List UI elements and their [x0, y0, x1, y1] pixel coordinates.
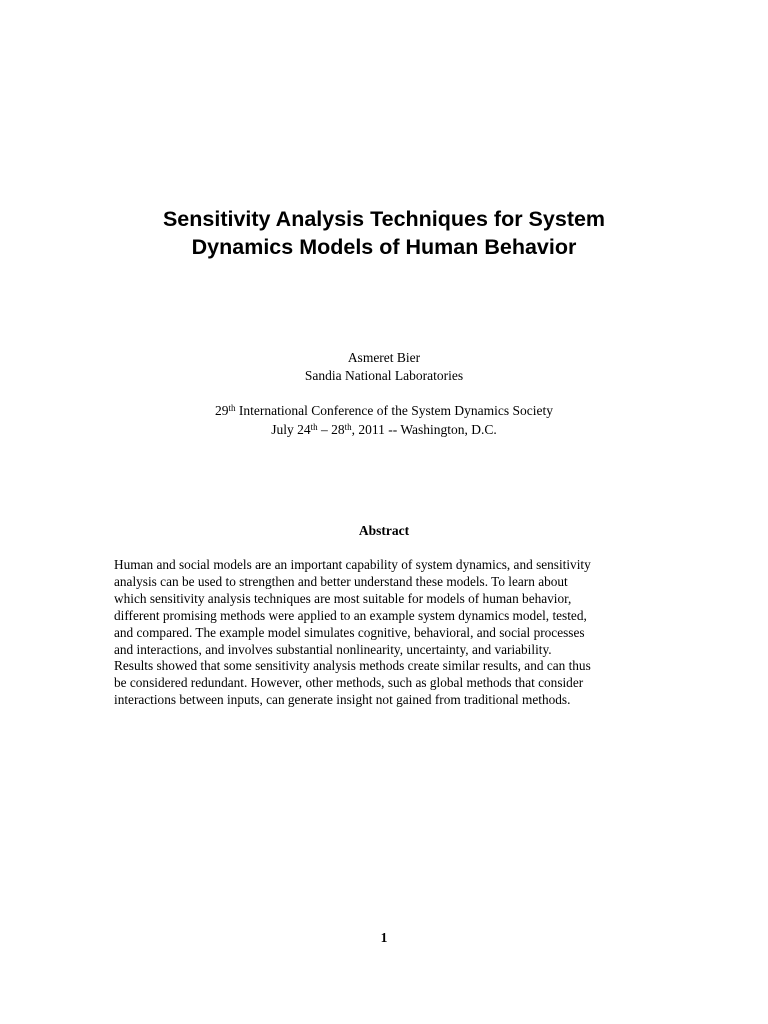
author-block	[84, 349, 684, 385]
abstract-line: Human and social models are an important capability of system dynamics, and sensitivity	[114, 557, 591, 572]
paper-title	[80, 205, 688, 261]
abstract-heading: Abstract	[358, 523, 410, 538]
conference-number-suffix: th	[228, 402, 236, 413]
abstract-line: Results showed that some sensitivity analysis methods create similar results, and can thus	[114, 658, 591, 674]
abstract-line: and compared. The example model simulates cognitive, behavioral, and social processes	[114, 624, 585, 640]
paper-title-line-2: Dynamics Models of Human Behavior	[191, 235, 577, 259]
conference-block	[84, 401, 684, 439]
abstract-line: be considered redundant. However, other methods, such as global methods that consider	[114, 675, 584, 691]
abstract-line: and interactions, and involves substantial nonlinearity, uncertainty, and variability.	[114, 641, 552, 657]
abstract-line: interactions between inputs, can generate insight not gained from traditional methods.	[114, 692, 571, 708]
conference-date-end-suffix: th	[344, 421, 352, 432]
conference-date-rest: , 2011 -- Washington, D.C.	[351, 422, 497, 437]
author-name: Asmeret Bier	[347, 350, 421, 365]
conference-date-start: July 24	[271, 422, 311, 437]
abstract-line: different promising methods were applied to an example system dynamics model, tested,	[114, 607, 587, 623]
conference-date-line	[84, 420, 684, 439]
conference-date-start-suffix: th	[310, 421, 318, 432]
conference-date-separator: – 28	[317, 422, 345, 437]
conference-name-line	[84, 401, 684, 420]
abstract-line: which sensitivity analysis techniques are most suitable for models of human behavior,	[114, 590, 572, 606]
author-affiliation: Sandia National Laboratories	[304, 368, 464, 383]
conference-name: International Conference of the System Dynamics Society	[235, 403, 554, 418]
page-number: 1	[380, 930, 388, 945]
abstract-body	[114, 557, 674, 709]
conference-number: 29	[214, 403, 229, 418]
abstract-line: analysis can be used to strengthen and better understand these models. To learn about	[114, 573, 568, 589]
paper-title-line-1: Sensitivity Analysis Techniques for System	[162, 207, 606, 231]
